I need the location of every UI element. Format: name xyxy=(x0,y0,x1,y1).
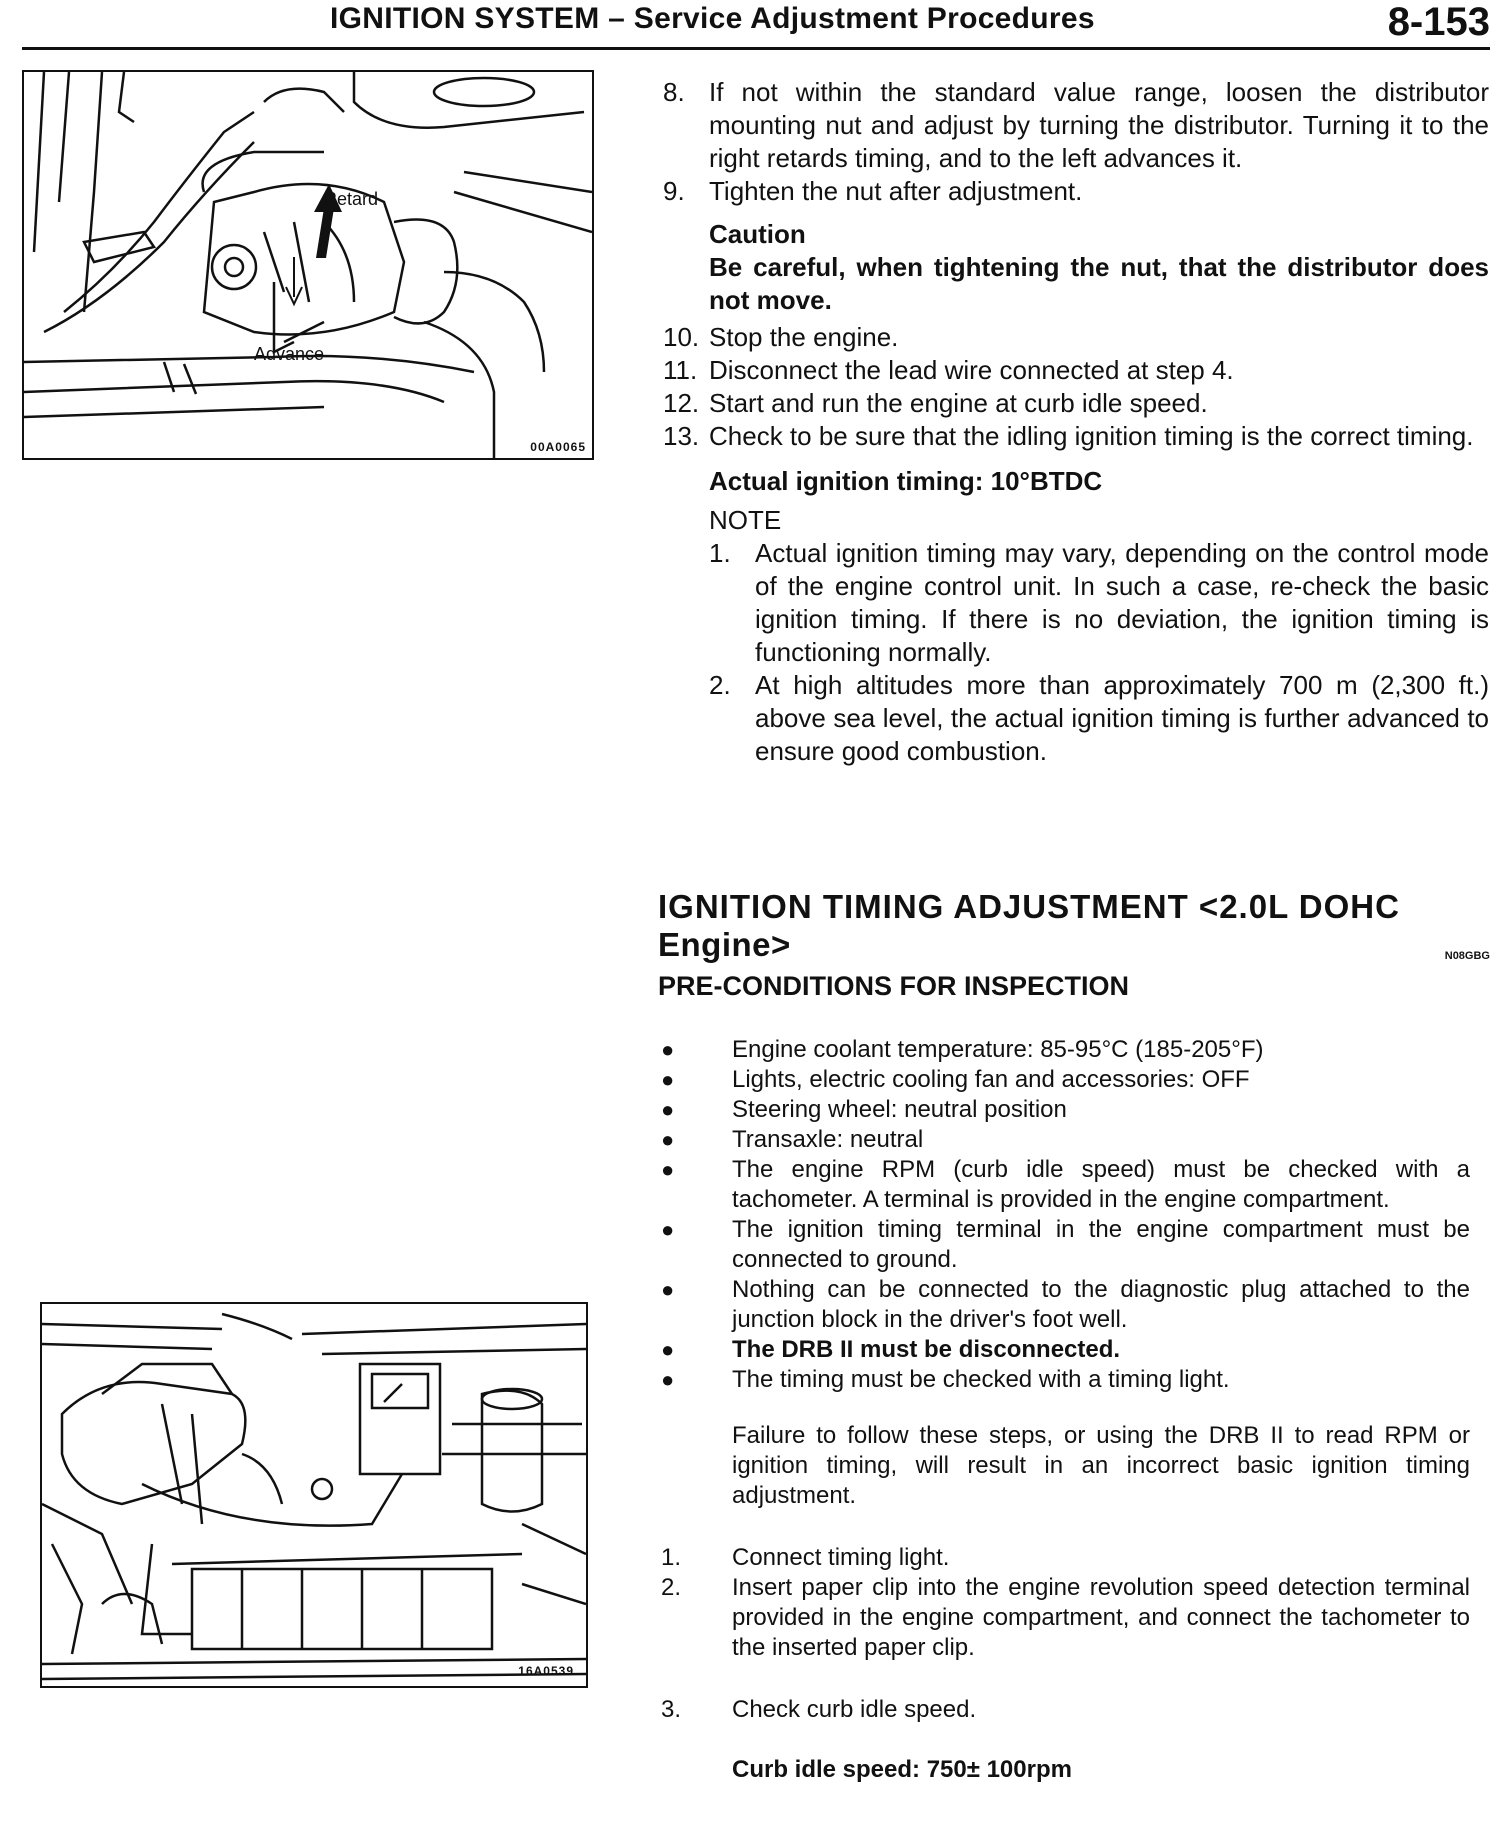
section-title-line1: IGNITION TIMING ADJUSTMENT <2.0L DOHC xyxy=(658,888,1400,925)
precondition-text: The DRB II must be disconnected. xyxy=(732,1336,1121,1363)
precondition-item: ● The engine RPM (curb idle speed) must be checked with a tachometer. A terminal is provided in the engine compartment. xyxy=(661,1156,1470,1213)
precondition-text: Engine coolant temperature: 85-95°C (185-205°F) xyxy=(732,1036,1264,1063)
precondition-text: Transaxle: neutral xyxy=(732,1126,924,1153)
step-3 xyxy=(655,1695,1470,1725)
step-number: 13. xyxy=(663,421,700,451)
step-text: Disconnect the lead wire connected at step 4. xyxy=(709,355,1234,385)
caution-text: Be careful, when tightening the nut, that the distributor does not move. xyxy=(709,252,1489,315)
advance-label: Advance xyxy=(254,344,325,364)
step-number: 10. xyxy=(663,322,700,352)
note-title: NOTE xyxy=(709,505,782,535)
page-number: 8-153 xyxy=(1387,0,1490,44)
precondition-text: Nothing can be connected to the diagnostic plug attached to the junction block in the driver's foot well. xyxy=(732,1276,1470,1333)
step-number: 8. xyxy=(663,77,685,107)
step-text: Insert paper clip into the engine revolution speed detection terminal provided in the engine compartment, and connect the tachometer to the inserted paper clip. xyxy=(732,1574,1470,1661)
step-text: Connect timing light. xyxy=(732,1544,950,1571)
precondition-item: ● Nothing can be connected to the diagnostic plug attached to the junction block in the driver's foot well. xyxy=(661,1276,1470,1333)
precondition-text: The engine RPM (curb idle speed) must be checked with a tachometer. A terminal is provided in the engine compartment. xyxy=(732,1156,1470,1213)
step-text: Check curb idle speed. xyxy=(732,1696,977,1723)
retard-label: Retard xyxy=(324,189,379,209)
distributor-figure xyxy=(22,70,594,460)
precondition-text: Steering wheel: neutral position xyxy=(732,1096,1067,1123)
step-9 xyxy=(663,175,1489,208)
step-text: If not within the standard value range, loosen the distributor mounting nut and adjust by turning the distributor. Turning it to the right retards timing, and to the left advances it. xyxy=(709,77,1489,173)
step-number: 2. xyxy=(661,1574,682,1601)
precondition-text: The ignition timing terminal in the engine compartment must be connected to ground. xyxy=(732,1216,1470,1273)
step-13 xyxy=(663,420,1489,453)
upper-text-column xyxy=(663,76,1489,768)
page-header xyxy=(0,0,1504,52)
precondition-item: ● Engine coolant temperature: 85-95°C (185-205°F) xyxy=(661,1036,1264,1063)
precondition-item: ● Steering wheel: neutral position xyxy=(661,1096,1067,1123)
precondition-text: The timing must be checked with a timing light. xyxy=(732,1366,1230,1393)
note-item-1 xyxy=(709,537,1489,669)
figure2-code: 16A0539 xyxy=(518,1664,574,1678)
actual-timing-spec: Actual ignition timing: 10°BTDC xyxy=(709,466,1103,496)
precondition-item: ● Transaxle: neutral xyxy=(661,1126,924,1153)
preconditions-list xyxy=(655,1035,1470,1785)
caution-title: Caution xyxy=(709,219,806,249)
step-12 xyxy=(663,387,1489,420)
step-number: 1. xyxy=(661,1544,682,1571)
note-number: 1. xyxy=(709,538,731,568)
figure1-code: 00A0065 xyxy=(530,440,586,454)
step-number: 11. xyxy=(663,355,698,385)
header-rule xyxy=(22,47,1490,50)
engine-illustration xyxy=(42,1304,586,1686)
section-title-line2: Engine> xyxy=(658,926,791,963)
step-11 xyxy=(663,354,1489,387)
section-subtitle: PRE-CONDITIONS FOR INSPECTION xyxy=(658,971,1130,1001)
step-text: Tighten the nut after adjustment. xyxy=(709,176,1083,206)
step-2 xyxy=(655,1573,1470,1663)
step-number: 12. xyxy=(663,388,700,418)
note-number: 2. xyxy=(709,670,731,700)
precondition-item: ● The ignition timing terminal in the engine compartment must be connected to ground. xyxy=(661,1216,1470,1273)
precondition-item: ● Lights, electric cooling fan and accessories: OFF xyxy=(661,1066,1250,1093)
step-text: Start and run the engine at curb idle speed. xyxy=(709,388,1208,418)
note-item-2 xyxy=(709,669,1489,768)
step-number: 9. xyxy=(663,176,685,206)
step-1 xyxy=(655,1543,1470,1573)
distributor-illustration xyxy=(24,72,592,458)
step-10 xyxy=(663,321,1489,354)
precondition-text: Lights, electric cooling fan and accessories: OFF xyxy=(732,1066,1250,1093)
section-heading xyxy=(658,888,1490,1003)
header-title: IGNITION SYSTEM – Service Adjustment Procedures xyxy=(330,2,1095,35)
section-code: N08GBG xyxy=(1444,950,1490,962)
step-text: Check to be sure that the idling ignition timing is the correct timing. xyxy=(709,421,1474,451)
note-text: Actual ignition timing may vary, depending on the control mode of the engine control unit. In such a case, re-check the basic ignition timing. If there is no deviation, the ignition timing is functioning normally. xyxy=(755,538,1489,667)
curb-idle-spec: Curb idle speed: 750± 100rpm xyxy=(732,1756,1072,1783)
step-text: Stop the engine. xyxy=(709,322,899,352)
note-text: At high altitudes more than approximately 700 m (2,300 ft.) above sea level, the actual ignition timing is further advanced to ensure good combustion. xyxy=(755,670,1489,766)
precondition-item: ● The DRB II must be disconnected. xyxy=(661,1336,1121,1363)
failure-warning: Failure to follow these steps, or using the DRB II to read RPM or ignition timing, will result in an incorrect basic ignition timing adjustment. xyxy=(732,1422,1470,1509)
retard-arrow xyxy=(316,208,334,258)
step-8 xyxy=(663,76,1489,175)
engine-tachometer-figure xyxy=(40,1302,588,1688)
step-number: 3. xyxy=(661,1696,682,1723)
precondition-item: ● The timing must be checked with a timing light. xyxy=(661,1366,1230,1393)
